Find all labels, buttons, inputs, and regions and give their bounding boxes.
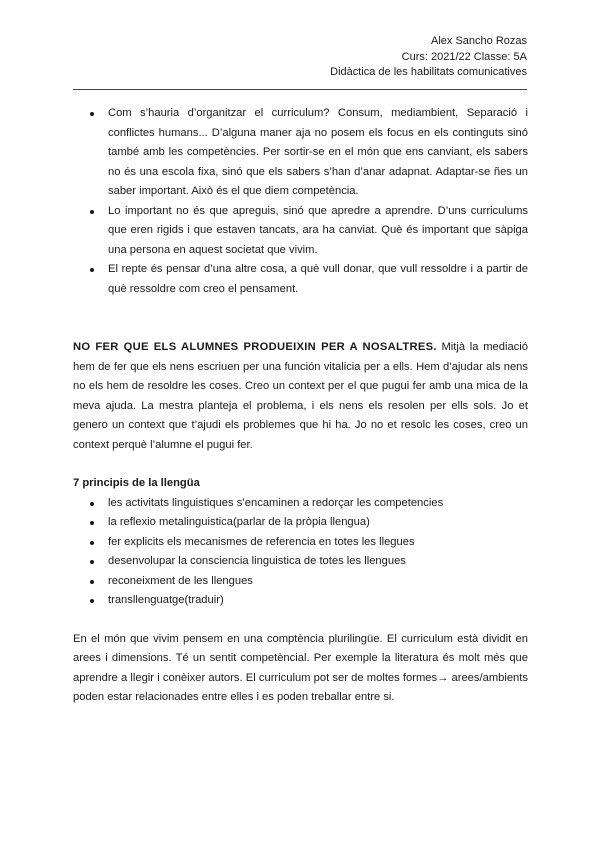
list-item: la reflexio metalinguistica(parlar de la pròpia llengua): [73, 513, 528, 533]
document-header: [330, 34, 527, 81]
document-body: [73, 104, 528, 708]
curriculum-bullet-list: [73, 104, 528, 299]
principles-list: [73, 494, 528, 611]
list-item: Com s’hauria d’organitzar el curriculum? Consum, mediambient, Separació i conflictes humans... D’alguna maner aja no posem els focus en els continguts sinó també amb les competències. Per sortir-se en el món que ens canviant, els sabers no és una escola fixa, sinó que els sabers s’han d’anar adapnat. Adaptar-se ñes un saber important. Això és el que diem competència.: [73, 104, 528, 202]
list-item: Lo important no és que apreguis, sinó que apredre a aprendre. D’uns curriculums que eren rigids i que estaven tancats, ara ha canviat. Què és important que sàpiga una persona en aquest societat que vivim.: [73, 202, 528, 261]
subject-title: Didàctica de les habilitats comunicatives: [330, 66, 527, 78]
list-item: desenvolupar la consciencia linguistica de totes les llengues: [73, 552, 528, 572]
list-item: fer explicits els mecanismes de referencia en totes les llegues: [73, 533, 528, 553]
list-item: reconeixment de les llengues: [73, 572, 528, 592]
author-name: Alex Sancho Rozas: [431, 35, 527, 47]
mediation-text: Mitjà la mediació hem de fer que els nens escriuen per una función vitalicia per a ells. Hem d’ajudar als nens no els hem de resoldre les coses. Creo un context per el que pugui fer amb una mica de la meva ajuda. La mestra planteja el problema, i els nens els resolen per ells sols. Jo et genero un context que t’ajudi els problemes que hi ha. Jo no et resolc les coses, creo un context perquè l’alumne el pugui fer.: [73, 341, 528, 451]
principles-heading: 7 principis de la llengüa: [73, 477, 200, 489]
mediation-paragraph: [73, 338, 528, 455]
mediation-bold-lead: NO FER QUE ELS ALUMNES PRODUEIXIN PER A NOSALTRES.: [73, 341, 437, 353]
list-item: transllenguatge(traduir): [73, 591, 528, 611]
closing-paragraph: En el món que vivim pensem en una comptència plurilingüe. El curriculum està dividit en arees i dimensions. Té un sentit competèncial. Per exemple la literatura és molt més que aprendre a llegir i conèixer autors. El curriculum pot ser de moltes formes→ arees/ambients poden estar relacionades entre elles i es poden treballar entre si.: [73, 632, 528, 703]
list-item: les activitats linguistiques s’encaminen a redorçar les competencies: [73, 494, 528, 514]
header-divider: [73, 89, 527, 90]
course-info: Curs: 2021/22 Classe: 5A: [401, 50, 527, 63]
list-item: El repte és pensar d’una altre cosa, a què vull donar, que vull ressoldre i a partir de què ressoldre com creo el pensament.: [73, 260, 528, 299]
